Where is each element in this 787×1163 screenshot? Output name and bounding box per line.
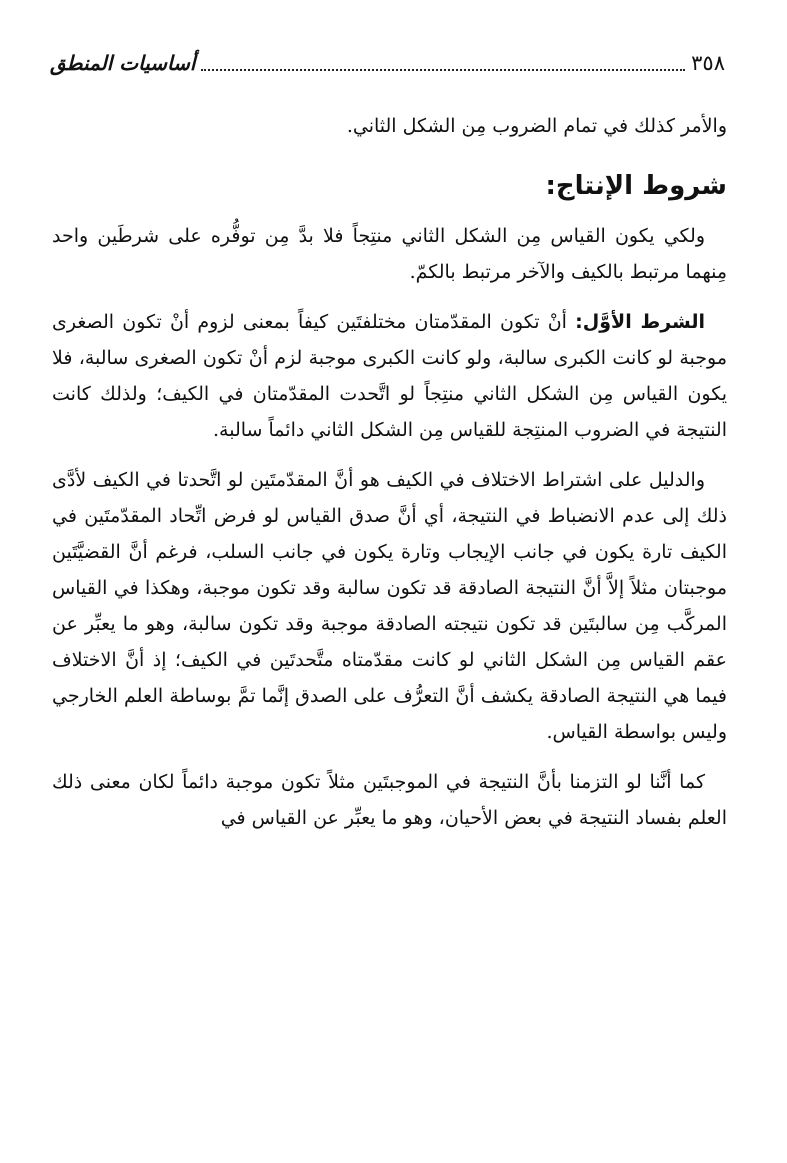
condition-term: الشرط الأوَّل:	[575, 311, 706, 333]
paragraph-first-condition	[52, 304, 727, 448]
condition-text: أنْ تكون المقدّمتان مختلفتَين كيفاً بمعنى لزوم أنْ تكون الصغرى موجبة لو كانت الكبرى سالبة، ولو كانت الكبرى موجبة لزم أنْ تكون الصغرى سالبة، فلا يكون القياس مِن الشكل الثاني منتِجاً لو اتَّحدت المقدّمتان في الكيف؛ ولذلك كانت النتيجة في الضروب المنتِجة للقياس مِن الشكل الثاني دائماً سالبة.	[52, 311, 727, 441]
paragraph-evidence: والدليل على اشتراط الاختلاف في الكيف هو أنَّ المقدّمتَين لو اتَّحدتا في الكيف لأدَّى ذلك إلى عدم الانضباط في النتيجة، أي أنَّ صدق القياس لو فرض اتِّحاد المقدّمتَين في الكيف تارة يكون في جانب الإيجاب وتارة يكون في جانب السلب، فرغم أنَّ القضيَّتَين موجبتان مثلاً إلاَّ أنَّ النتيجة الصادقة قد تكون سالبة وقد تكون موجبة، وهكذا في القياس المركَّب مِن سالبتَين قد تكون نتيجته الصادقة موجبة وقد تكون سالبة، وهو ما يعبِّر عن عقم القياس مِن الشكل الثاني لو كانت مقدّمتاه متَّحدتَين في الكيف؛ إذ أنَّ الاختلاف فيما هي النتيجة الصادقة يكشف أنَّ التعرُّف على الصدق إنَّما تمَّ بوساطة العلم الخارجي وليس بواسطة القياس.	[52, 469, 727, 743]
running-book-title: أساسيات المنطق	[50, 51, 196, 75]
section-heading: شروط الإنتاج:	[545, 171, 727, 201]
header-leader-dots	[201, 67, 685, 71]
paragraph-intro: ولكي يكون القياس مِن الشكل الثاني منتِجاً فلا بدَّ مِن توفُّره على شرطَين واحد مِنهما مرتبط بالكيف والآخر مرتبط بالكمّ.	[52, 225, 727, 283]
page-body	[52, 108, 727, 836]
page-header	[50, 46, 725, 80]
page-number: ٣٥٨	[691, 51, 725, 75]
paragraph-further: كما أنَّنا لو التزمنا بأنَّ النتيجة في الموجبتَين مثلاً تكون موجبة دائماً لكان معنى ذلك العلم بفساد النتيجة في بعض الأحيان، وهو ما يعبِّر عن القياس في	[52, 771, 727, 829]
paragraph-continuation: والأمر كذلك في تمام الضروب مِن الشكل الثاني.	[346, 115, 727, 137]
